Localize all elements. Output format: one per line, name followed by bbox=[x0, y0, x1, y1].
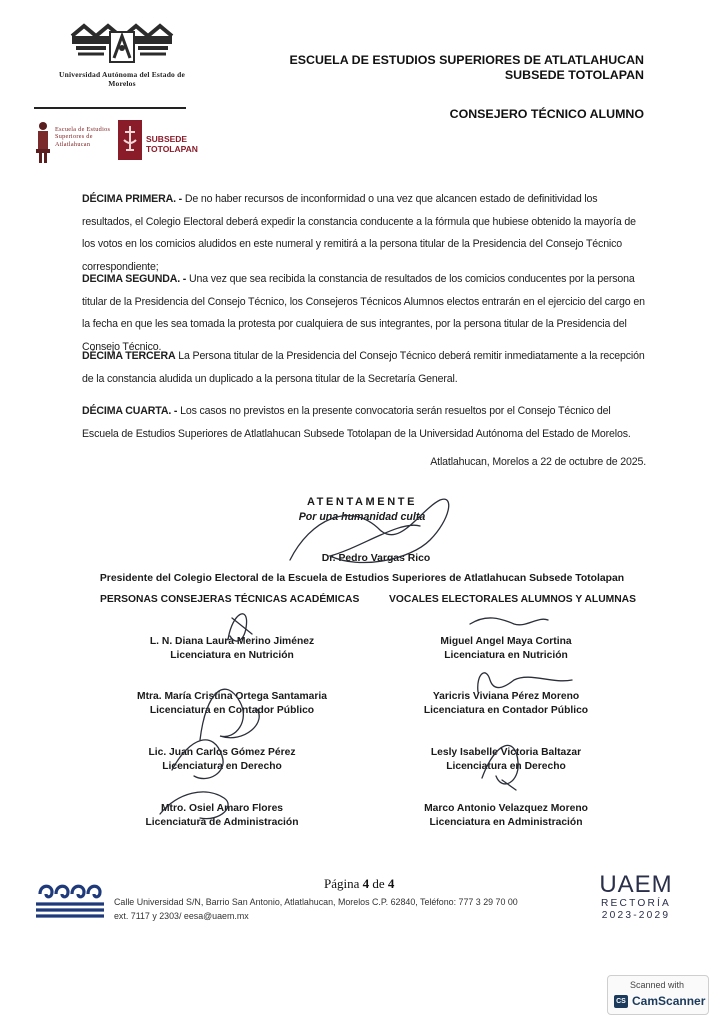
brand-rectoria: RECTORÍA bbox=[600, 898, 672, 909]
clause-text: Una vez que sea recibida la constancia de resultados de los comicios conducentes por la persona titular de la Presidencia del Consejo Técnico, los Consejeros Técnicos Alumnos electos entrarán en el ejercicio del cargo en la fecha en que les sea tomada la protesta por cualquiera de sus integrantes, por la persona titular de la Presidencia del Consejo Técnico. bbox=[82, 273, 645, 353]
brand-name: UAEM bbox=[599, 871, 673, 898]
signatory-name: Yaricris Viviana Pérez Moreno bbox=[432, 691, 580, 702]
page-prefix: Página bbox=[324, 876, 360, 891]
subsede-logo-text: SUBSEDE TOTOLAPAN bbox=[146, 134, 198, 154]
clause-text: La Persona titular de la Presidencia del Consejo Técnico deberá remitir inmediatamente a la recepción de la constancia aludida un duplicado a la persona titular de la Secretaría General. bbox=[82, 350, 645, 385]
school-logo bbox=[34, 120, 114, 166]
page-current: 4 bbox=[362, 876, 370, 891]
signatory-program: Licenciatura en Derecho bbox=[446, 761, 566, 772]
clause-text: Los casos no previstos en la presente convocatoria serán resueltos por el Consejo Técnico del Escuela de Estudios Superiores de Atlatlahucan Subsede Totolapan de la Universidad Autónoma del Estado de Morelos. bbox=[82, 405, 631, 440]
clause-decima-cuarta bbox=[82, 400, 649, 445]
signatory-name: Marco Antonio Velazquez Moreno bbox=[424, 803, 588, 814]
signatory-program: Licenciatura en Contador Público bbox=[423, 705, 589, 716]
signature-maya-icon bbox=[470, 618, 548, 625]
signatory-left-2 bbox=[102, 690, 362, 718]
signatory-name: Lic. Juan Carlos Gómez Pérez bbox=[148, 747, 296, 758]
signatory-program: Licenciatura en Administración bbox=[429, 817, 583, 828]
left-column-heading: PERSONAS CONSEJERAS TÉCNICAS ACADÉMICAS bbox=[100, 594, 360, 605]
president-name: Dr. Pedro Vargas Rico bbox=[321, 553, 431, 564]
page-of: de bbox=[372, 876, 385, 891]
camscanner-name: CamScanner bbox=[632, 994, 706, 1008]
council-title: CONSEJERO TÉCNICO ALUMNO bbox=[449, 107, 644, 121]
clause-lead: DÉCIMA TERCERA bbox=[82, 350, 176, 362]
brand-period: 2023-2029 bbox=[601, 910, 671, 921]
school-figure-icon bbox=[34, 120, 52, 164]
uaem-logo bbox=[58, 22, 186, 88]
atentamente: ATENTAMENTE bbox=[306, 496, 418, 508]
place-date: Atlatlahucan, Morelos a 22 de octubre de 2025. bbox=[430, 456, 646, 468]
university-motto: Por una humanidad culta bbox=[298, 511, 426, 523]
right-column-heading: VOCALES ELECTORALES ALUMNOS Y ALUMNAS bbox=[389, 594, 636, 605]
subsede-logo bbox=[118, 120, 218, 166]
university-name: Universidad Autónoma del Estado de Morelos bbox=[59, 70, 185, 88]
school-title-line2: SUBSEDE TOTOLAPAN bbox=[504, 68, 644, 82]
signatory-name: L. N. Diana Laura Merino Jiménez bbox=[149, 636, 315, 647]
signatory-right-2 bbox=[376, 690, 636, 718]
address-line2: ext. 7117 y 2303/ eesa@uaem.mx bbox=[114, 911, 249, 921]
uaem-brand bbox=[590, 872, 682, 922]
signatory-right-1 bbox=[376, 635, 636, 663]
signatory-program: Licenciatura en Contador Público bbox=[149, 705, 315, 716]
scanned-with-label: Scanned with bbox=[630, 980, 685, 990]
camscanner-icon: CS bbox=[614, 995, 628, 1008]
signatory-program: Licenciatura de Administración bbox=[145, 817, 299, 828]
signatory-name: Lesly Isabelle Victoria Baltazar bbox=[430, 747, 582, 758]
footer-wave-logo-icon bbox=[34, 874, 106, 920]
signatory-right-4 bbox=[376, 802, 636, 830]
clause-text: De no haber recursos de inconformidad o una vez que alcancen estado de definitividad los resultados, el Colegio Electoral deberá expedir la constancia conducente a la fórmula que hubiese obtenido la mayoría de los votos en los comicios aludidos en este numeral y remitirá a la persona titular de la Presidencia del Consejo Técnico correspondiente; bbox=[82, 193, 636, 273]
clause-decima-primera bbox=[82, 188, 649, 278]
subsede-emblem-icon bbox=[118, 120, 142, 160]
signatory-left-3 bbox=[92, 746, 352, 774]
clause-decima-tercera bbox=[82, 345, 649, 390]
signatory-name: Mtro. Osiel Amaro Flores bbox=[160, 803, 284, 814]
signatory-program: Licenciatura en Derecho bbox=[162, 761, 282, 772]
signatory-left-1 bbox=[102, 635, 362, 663]
clause-lead: DÉCIMA CUARTA. - bbox=[82, 405, 178, 417]
school-title-line1: ESCUELA DE ESTUDIOS SUPERIORES DE ATLATLAHUCAN bbox=[289, 53, 644, 67]
header-divider bbox=[34, 107, 186, 109]
footer-address bbox=[114, 895, 574, 923]
camscanner-badge bbox=[607, 975, 709, 1015]
page-number bbox=[324, 876, 394, 892]
signatory-name: Miguel Angel Maya Cortina bbox=[440, 636, 572, 647]
address-line1: Calle Universidad S/N, Barrio San Antonio, Atlatlahucan, Morelos C.P. 62840, Teléfono: 777 3 29 70 00 bbox=[114, 897, 518, 907]
uaem-crest-icon bbox=[70, 22, 174, 68]
school-logo-text: Escuela de Estudios Superiores de Atlatlahucan bbox=[55, 126, 111, 148]
signatory-name: Mtra. María Cristina Ortega Santamaria bbox=[137, 691, 327, 702]
signatory-left-4 bbox=[92, 802, 352, 830]
president-title: Presidente del Colegio Electoral de la Escuela de Estudios Superiores de Atlatlahucan Subsede Totolapan bbox=[99, 573, 625, 584]
page-total: 4 bbox=[387, 876, 395, 891]
clause-lead: DÉCIMA PRIMERA. - bbox=[82, 193, 183, 205]
clause-lead: DECIMA SEGUNDA. - bbox=[82, 273, 187, 285]
school-title bbox=[289, 53, 644, 83]
signatory-right-3 bbox=[376, 746, 636, 774]
signatory-program: Licenciatura en Nutrición bbox=[444, 650, 568, 661]
signatory-program: Licenciatura en Nutrición bbox=[170, 650, 294, 661]
